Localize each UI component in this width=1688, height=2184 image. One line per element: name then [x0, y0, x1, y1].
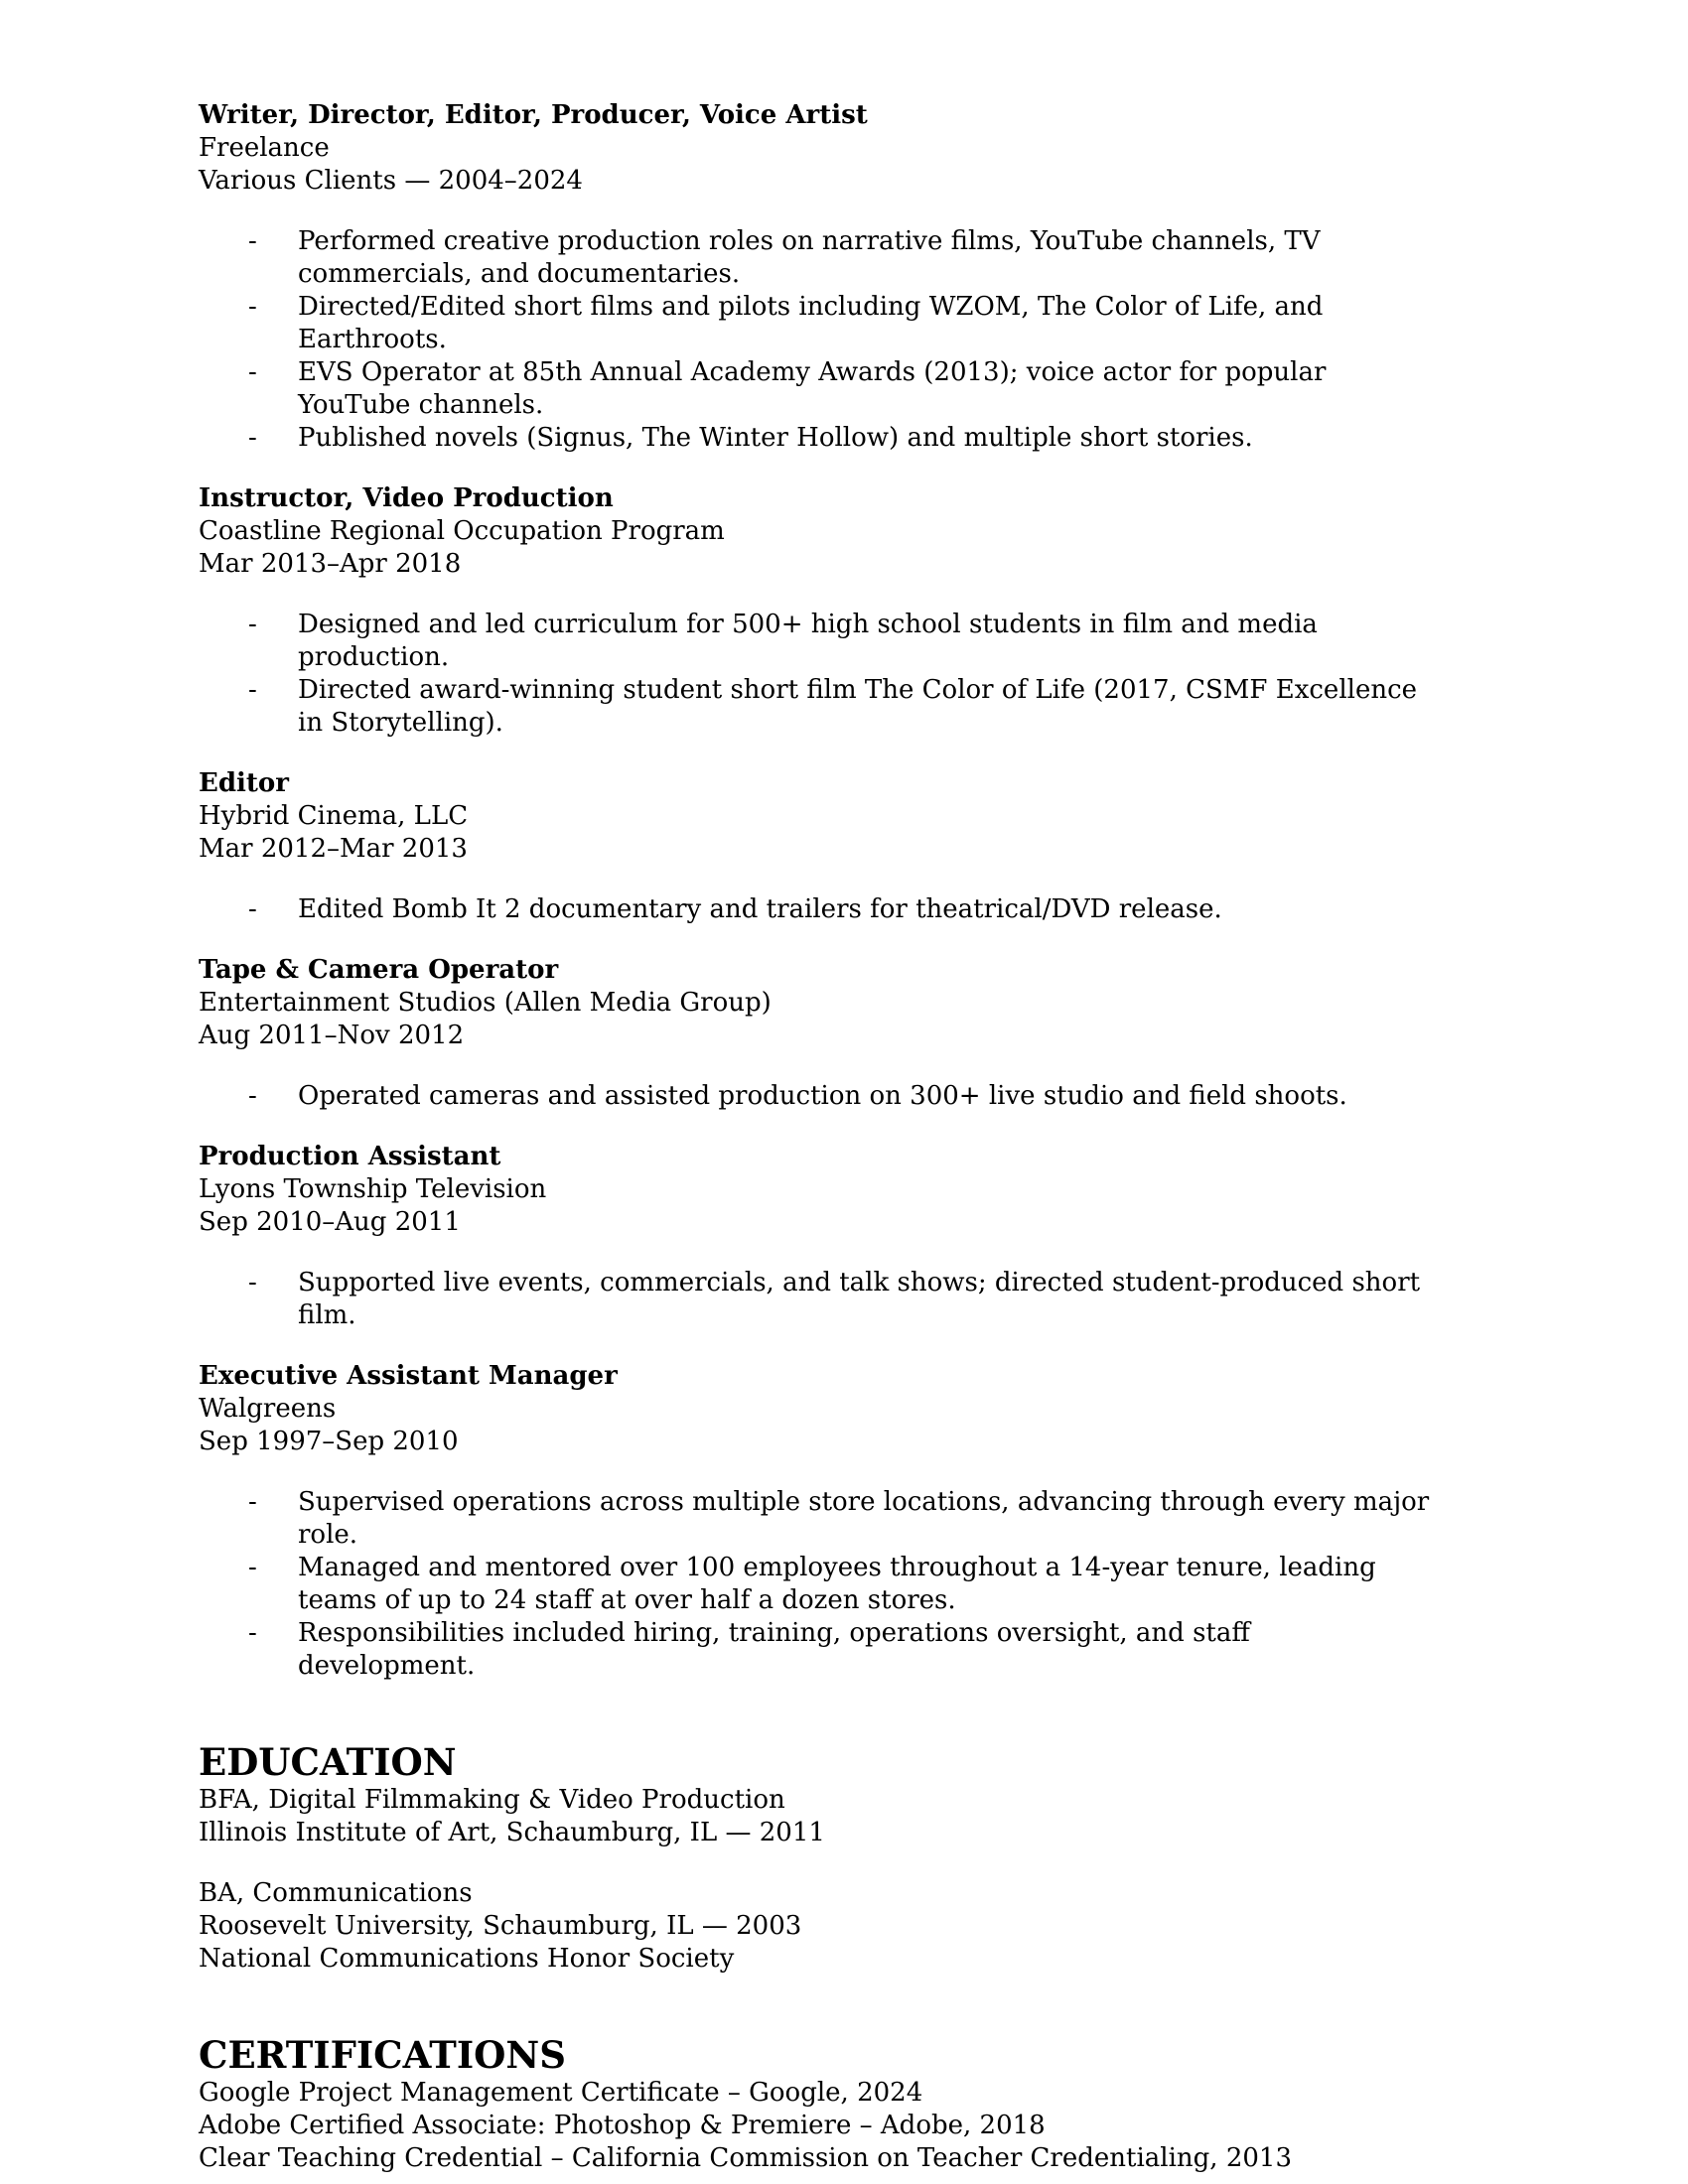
- bullet-marker: -: [248, 1487, 257, 1517]
- job-bullet-list: [199, 609, 1489, 740]
- job-bullet: - Directed award-winning student short film The Color of Life (2017, CSMF Excellence in Storytelling).: [248, 675, 1418, 738]
- certification-item: Clear Teaching Credential – California Commission on Teacher Credentialing, 2013: [199, 2143, 1292, 2173]
- bullet-marker: -: [248, 357, 257, 387]
- experience-entry: [199, 99, 1489, 455]
- job-bullet: - Designed and led curriculum for 500+ high school students in film and media production.: [248, 610, 1318, 672]
- job-bullet: - Performed creative production roles on narrative films, YouTube channels, TV commercials, and documentaries.: [248, 226, 1321, 289]
- job-company: Freelance: [199, 133, 330, 163]
- job-dates: Mar 2013–Apr 2018: [199, 549, 462, 579]
- job-bullet: - Published novels (Signus, The Winter Hollow) and multiple short stories.: [248, 423, 1253, 453]
- job-title: Production Assistant: [199, 1142, 501, 1171]
- job-dates: Sep 2010–Aug 2011: [199, 1207, 461, 1237]
- bullet-marker: -: [248, 675, 257, 705]
- bullet-marker: -: [248, 1268, 257, 1297]
- job-bullet: - Supervised operations across multiple store locations, advancing through every major role.: [248, 1487, 1430, 1550]
- education-entry: [199, 1877, 1489, 1976]
- job-bullet: - Edited Bomb It 2 documentary and trailers for theatrical/DVD release.: [248, 894, 1222, 924]
- job-title: Tape & Camera Operator: [199, 955, 559, 985]
- job-company: Coastline Regional Occupation Program: [199, 516, 725, 546]
- certifications-heading: CERTIFICATIONS: [199, 2033, 566, 2077]
- job-bullet-list: [199, 893, 1489, 926]
- experience-entry: [199, 482, 1489, 740]
- job-bullet: - Directed/Edited short films and pilots including WZOM, The Color of Life, and Earthroots.: [248, 292, 1324, 354]
- resume-page: [199, 99, 1489, 2175]
- bullet-marker: -: [248, 894, 257, 924]
- job-dates: Aug 2011–Nov 2012: [199, 1021, 465, 1050]
- job-bullet-list: [199, 1267, 1489, 1332]
- job-bullet: - Responsibilities included hiring, training, operations oversight, and staff development.: [248, 1618, 1250, 1681]
- job-bullet-list: [199, 225, 1489, 455]
- certification-item: Google Project Management Certificate – Google, 2024: [199, 2078, 923, 2108]
- bullet-marker: -: [248, 226, 257, 256]
- education-school: Illinois Institute of Art, Schaumburg, IL — 2011: [199, 1818, 825, 1847]
- job-title: Editor: [199, 768, 289, 798]
- job-dates: Mar 2012–Mar 2013: [199, 834, 468, 864]
- experience-entry: [199, 1141, 1489, 1332]
- bullet-marker: -: [248, 1553, 257, 1582]
- certification-item: Adobe Certified Associate: Photoshop & Premiere – Adobe, 2018: [199, 2111, 1046, 2140]
- job-company: Lyons Township Television: [199, 1174, 547, 1204]
- education-note: National Communications Honor Society: [199, 1944, 735, 1974]
- job-company: Hybrid Cinema, LLC: [199, 801, 469, 831]
- bullet-marker: -: [248, 610, 257, 639]
- job-dates: Various Clients — 2004–2024: [199, 166, 583, 196]
- job-company: Entertainment Studios (Allen Media Group): [199, 988, 772, 1018]
- education-entry: [199, 1784, 1489, 1849]
- bullet-marker: -: [248, 423, 257, 453]
- job-bullet: - EVS Operator at 85th Annual Academy Awards (2013); voice actor for popular YouTube channels.: [248, 357, 1327, 420]
- job-title: Writer, Director, Editor, Producer, Voice Artist: [199, 100, 868, 130]
- job-dates: Sep 1997–Sep 2010: [199, 1427, 459, 1456]
- experience-entry: [199, 1360, 1489, 1683]
- experience-entry: [199, 954, 1489, 1113]
- job-company: Walgreens: [199, 1394, 337, 1424]
- job-bullet-list: [199, 1080, 1489, 1113]
- job-bullet: - Supported live events, commercials, and talk shows; directed student-produced short film.: [248, 1268, 1421, 1330]
- education-degree: BA, Communications: [199, 1878, 473, 1908]
- education-heading: EDUCATION: [199, 1740, 457, 1784]
- job-bullet: - Managed and mentored over 100 employees throughout a 14-year tenure, leading teams of up to 24 staff at over half a dozen stores.: [248, 1553, 1376, 1615]
- bullet-marker: -: [248, 292, 257, 322]
- education-degree: BFA, Digital Filmmaking & Video Production: [199, 1785, 785, 1815]
- bullet-marker: -: [248, 1618, 257, 1648]
- job-title: Instructor, Video Production: [199, 483, 614, 513]
- job-title: Executive Assistant Manager: [199, 1361, 618, 1391]
- education-school: Roosevelt University, Schaumburg, IL — 2003: [199, 1911, 802, 1941]
- experience-entry: [199, 767, 1489, 926]
- job-bullet-list: [199, 1486, 1489, 1683]
- job-bullet: - Operated cameras and assisted production on 300+ live studio and field shoots.: [248, 1081, 1347, 1111]
- education-section: [199, 1740, 1489, 1976]
- certifications-section: [199, 2033, 1489, 2175]
- bullet-marker: -: [248, 1081, 257, 1111]
